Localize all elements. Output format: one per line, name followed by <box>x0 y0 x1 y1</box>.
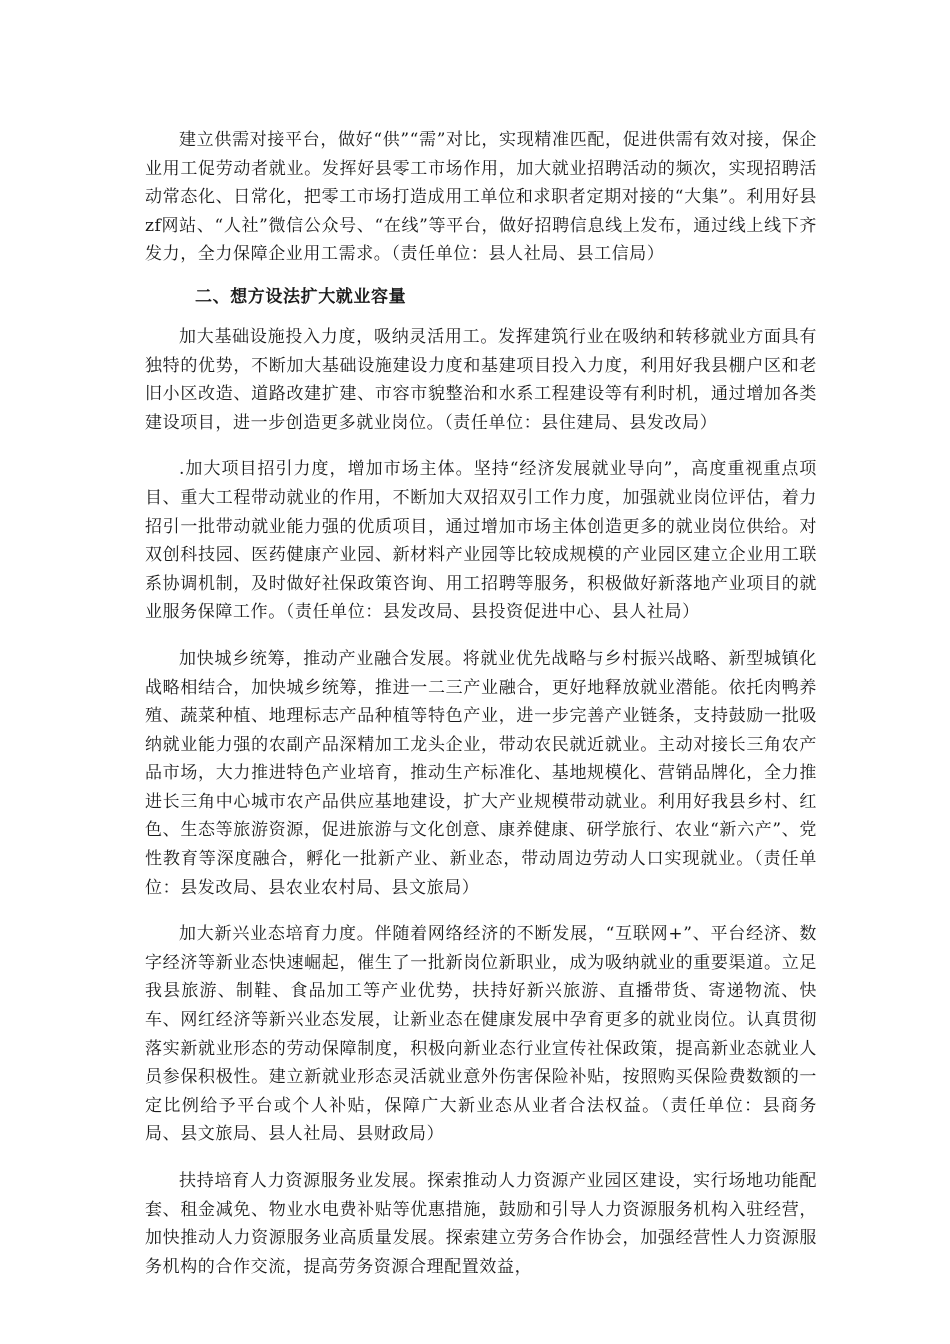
paragraph-urban-rural: 加快城乡统筹，推动产业融合发展。将就业优先战略与乡村振兴战略、新型城镇化战略相结合，加快城乡统筹，推进一二三产业融合，更好地释放就业潜能。依托肉鸭养殖、蔬菜种植、地理标志产品种植等特色产业，进一步完善产业链条，支持鼓励一批吸纳就业能力强的农副产品深精加工龙头企业，带动农民就近就业。主动对接长三角农产品市场，大力推进特色产业培育，推动生产标准化、基地规模化、营销品牌化，全力推进长三角中心城市农产品供应基地建设，扩大产业规模带动就业。利用好我县乡村、红色、生态等旅游资源，促进旅游与文化创意、康养健康、研学旅行、农业“新六产”、党性教育等深度融合，孵化一批新产业、新业态，带动周边劳动人口实现就业。（责任单位：县发改局、县农业农村局、县文旅局） <box>145 648 817 898</box>
paragraph-new-business-forms: 加大新兴业态培育力度。伴随着网络经济的不断发展，“互联网+”、平台经济、数字经济等新业态快速崛起，催生了一批新岗位新职业，成为吸纳就业的重要渠道。立足我县旅游、制鞋、食品加工等产业优势，扶持好新兴旅游、直播带货、寄递物流、快车、网红经济等新兴业态发展，让新业态在健康发展中孕育更多的就业岗位。认真贯彻落实新就业形态的劳动保障制度，积极向新业态行业宣传社保政策，提高新业态就业人员参保积极性。建立新就业形态灵活就业意外伤害保险补贴，按照购买保险费数额的一定比例给予平台或个人补贴，保障广大新业态从业者合法权益。（责任单位：县商务局、县文旅局、县人社局、县财政局） <box>145 924 817 1145</box>
paragraph-project-investment: .加大项目招引力度，增加市场主体。坚持“经济发展就业导向”，高度重视重点项目、重大工程带动就业的作用，不断加大双招双引工作力度，加强就业岗位评估，着力招引一批带动就业能力强的优质项目，通过增加市场主体创造更多的就业岗位供给。对双创科技园、医药健康产业园、新材料产业园等比较成规模的产业园区建立企业用工联系协调机制，及时做好社保政策咨询、用工招聘等服务，积极做好新落地产业项目的就业服务保障工作。（责任单位：县发改局、县投资促进中心、县人社局） <box>145 459 817 623</box>
document-page <box>145 126 817 1299</box>
paragraph-hr-services: 扶持培育人力资源服务业发展。探索推动人力资源产业园区建设，实行场地功能配套、租金减免、物业水电费补贴等优惠措施，鼓励和引导人力资源服务机构入驻经营，加快推动人力资源服务业高质量发展。探索建立劳务合作协会，加强经营性人力资源服务机构的合作交流，提高劳务资源合理配置效益， <box>145 1171 817 1277</box>
section-heading: 二、想方设法扩大就业容量 <box>195 286 407 307</box>
paragraph-infrastructure: 加大基础设施投入力度，吸纳灵活用工。发挥建筑行业在吸纳和转移就业方面具有独特的优势，不断加大基础设施建设力度和基建项目投入力度，利用好我县棚户区和老旧小区改造、道路改建扩建、市容市貌整治和水系工程建设等有利时机，通过增加各类建设项目，进一步创造更多就业岗位。（责任单位：县住建局、县发改局） <box>145 326 817 433</box>
paragraph-supply-demand-platform: 建立供需对接平台，做好“供”“需”对比，实现精准匹配，促进供需有效对接，保企业用工促劳动者就业。发挥好县零工市场作用，加大就业招聘活动的频次，实现招聘活动常态化、日常化，把零工市场打造成用工单位和求职者定期对接的“大集”。利用好县zf网站、“人社”微信公众号、“在线”等平台，做好招聘信息线上发布，通过线上线下齐发力，全力保障企业用工需求。（责任单位：县人社局、县工信局） <box>145 130 817 265</box>
